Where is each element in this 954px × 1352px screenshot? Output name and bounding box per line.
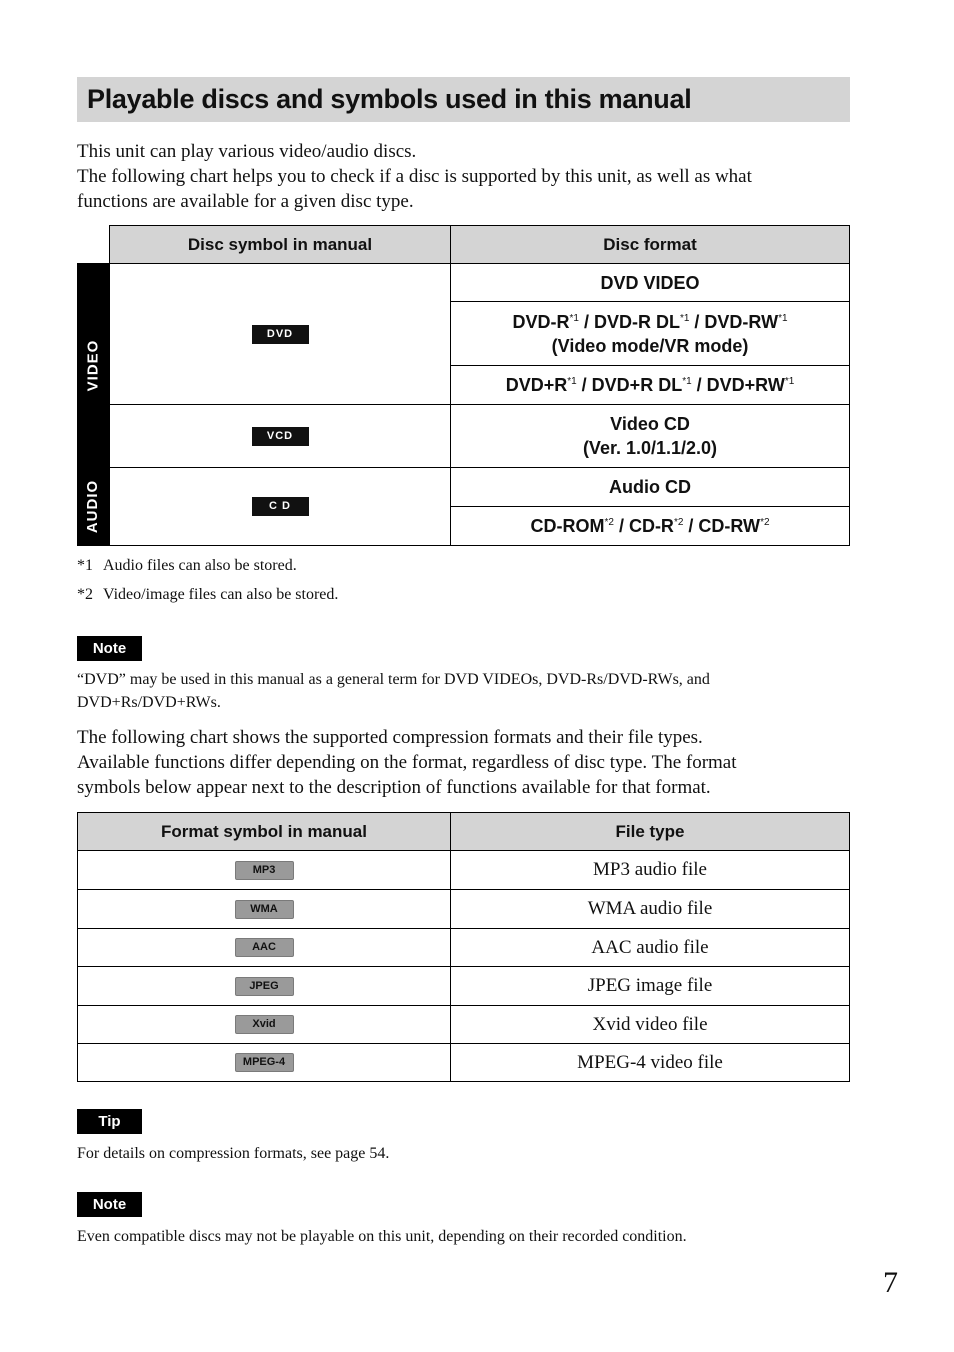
footnote-2: *2 Video/image files can also be stored. <box>77 586 339 603</box>
note-text: Even compatible discs may not be playable on this unit, depending on their recorded condition. <box>77 1228 687 1245</box>
audio-side-label: AUDIO <box>77 467 109 546</box>
note-label: Note <box>77 1192 142 1217</box>
video-side-label: VIDEO <box>77 263 109 467</box>
page-number: 7 <box>883 1266 898 1299</box>
file-type-cell: JPEG image file <box>450 966 850 1006</box>
header-file-type: File type <box>450 812 850 851</box>
compression-paragraph: The following chart shows the supported compression formats and their file types. Available functions differ depending on the format, regardless of disc type. The format symbols below appear next to the description of functions available for that format. <box>77 727 737 798</box>
note-label: Note <box>77 636 142 661</box>
cd-symbol-badge: C D <box>252 497 309 516</box>
file-type-cell: AAC audio file <box>450 928 850 967</box>
intro-line: functions are available for a given disc type. <box>77 191 414 212</box>
disc-format-table <box>77 225 850 546</box>
format-symbol-cell <box>77 1005 451 1044</box>
aac-badge: AAC <box>235 938 294 957</box>
vcd-symbol-cell <box>109 404 451 468</box>
note-text: “DVD” may be used in this manual as a general term for DVD VIDEOs, DVD-Rs/DVD-RWs, and DVD+Rs/DVD+RWs. <box>77 671 710 711</box>
tip-text: For details on compression formats, see page 54. <box>77 1145 390 1162</box>
cd-symbol-cell <box>109 467 451 546</box>
header-disc-symbol: Disc symbol in manual <box>109 225 451 264</box>
footnote-1: *1 Audio files can also be stored. <box>77 557 297 574</box>
wma-badge: WMA <box>235 900 294 919</box>
format-video-cd: Video CD (Ver. 1.0/1.1/2.0) <box>450 404 850 468</box>
file-type-cell: MPEG-4 video file <box>450 1043 850 1082</box>
dvd-symbol-badge: DVD <box>252 325 309 344</box>
file-type-cell: WMA audio file <box>450 889 850 929</box>
section-title-bar <box>77 77 850 122</box>
compression-format-table <box>77 812 850 1082</box>
format-symbol-cell <box>77 1043 451 1082</box>
dvd-symbol-cell <box>109 263 451 405</box>
format-dvd-plus-r: $DVD+R^{*1} / DVD+R$ $DL^{*1} / DVD+RW^{*1}$ <box>450 365 850 405</box>
vcd-symbol-badge: VCD <box>252 427 309 446</box>
page-title: Playable discs and symbols used in this manual <box>87 84 692 114</box>
format-symbol-cell <box>77 889 451 929</box>
format-symbol-cell <box>77 966 451 1006</box>
intro-line: The following chart helps you to check if a disc is supported by this unit, as well as what <box>77 166 752 187</box>
format-symbol-cell <box>77 928 451 967</box>
intro-paragraph <box>77 139 857 214</box>
header-disc-format: Disc format <box>450 225 850 264</box>
intro-line: This unit can play various video/audio discs. <box>77 141 417 162</box>
mpeg4-badge: MPEG-4 <box>235 1053 294 1072</box>
format-audio-cd: Audio CD <box>450 467 850 507</box>
format-cd-rom: $CD-ROM^{*2} / CD-R^{*2} / CD-RW^{*2}$ <box>450 506 850 546</box>
tip-label: Tip <box>77 1109 142 1134</box>
format-dvd-r: DVD-$R^{*1} / DVD-R$ DL$^{*1}$ / DVD-RW$^{*1}$ (Video mode/VR mode) <box>450 301 850 366</box>
xvid-badge: Xvid <box>235 1015 294 1034</box>
jpeg-badge: JPEG <box>235 977 294 996</box>
format-dvd-video: DVD VIDEO <box>450 263 850 302</box>
mp3-badge: MP3 <box>235 861 294 880</box>
header-format-symbol: Format symbol in manual <box>77 812 451 851</box>
file-type-cell: Xvid video file <box>450 1005 850 1044</box>
file-type-cell: MP3 audio file <box>450 850 850 890</box>
format-symbol-cell <box>77 850 451 890</box>
